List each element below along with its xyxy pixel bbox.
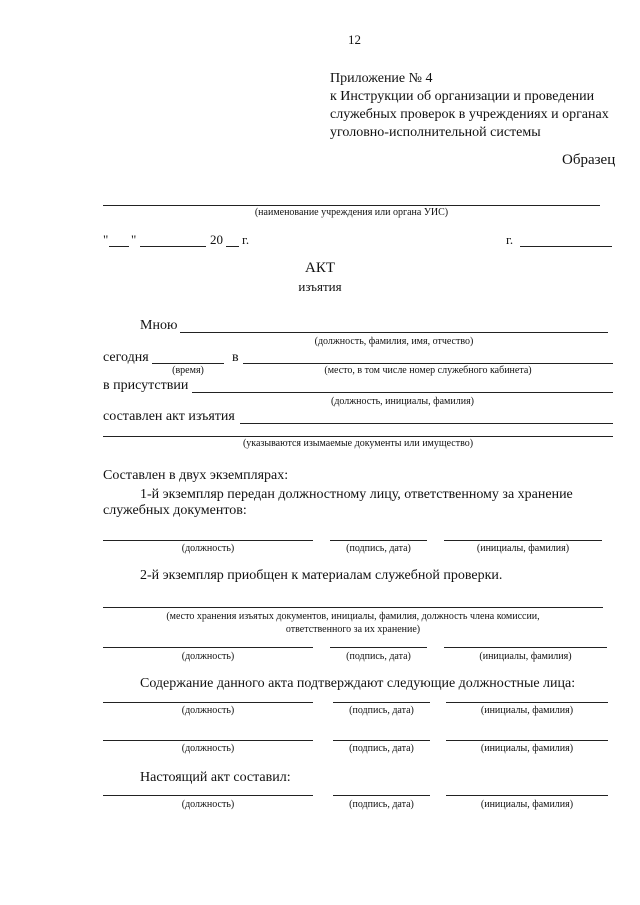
place-line[interactable]: [243, 363, 613, 364]
date-quote-close: ": [131, 232, 137, 247]
today-label: сегодня: [103, 350, 149, 365]
by-me-label: Мною: [140, 318, 178, 333]
sig1-name-line[interactable]: [444, 540, 602, 541]
date-year-suffix: г.: [242, 232, 250, 247]
confirm-text: Содержание данного акта подтверждают следующие должностные лица:: [140, 676, 576, 691]
sig2-position-caption: (должность): [181, 651, 235, 662]
time-line[interactable]: [152, 363, 224, 364]
act-made-label: составлен акт изъятия: [103, 409, 235, 424]
sig5-position-caption: (должность): [181, 799, 235, 810]
presence-caption: (должность, инициалы, фамилия): [330, 396, 475, 407]
sample-label: Образец: [562, 152, 616, 168]
items-caption: (указываются изымаемые документы или имущество): [242, 438, 474, 449]
date-month-line[interactable]: [140, 246, 206, 247]
storage-line[interactable]: [103, 607, 603, 608]
storage-caption-2: ответственного за их хранение): [285, 624, 421, 635]
appendix-line-3: служебных проверок в учреждениях и органах: [330, 107, 609, 122]
sig3-name-caption: (инициалы, фамилия): [480, 705, 574, 716]
act-made-line[interactable]: [240, 423, 613, 424]
place-caption: (место, в том числе номер служебного кабинета): [324, 365, 532, 376]
date-year-prefix: 20: [210, 232, 223, 247]
copy2-text: 2-й экземпляр приобщен к материалам служебной проверки.: [140, 568, 503, 583]
by-me-line[interactable]: [180, 332, 608, 333]
institution-line[interactable]: [103, 205, 600, 206]
sig5-position-line[interactable]: [103, 795, 313, 796]
date-day-line[interactable]: [109, 246, 129, 247]
document-subtitle: изъятия: [298, 279, 342, 294]
copy1-line1: 1-й экземпляр передан должностному лицу, ответственному за хранение: [140, 487, 573, 502]
sig4-signature-caption: (подпись, дата): [349, 743, 414, 754]
sig5-name-line[interactable]: [446, 795, 608, 796]
document-title: АКТ: [305, 260, 335, 276]
sig2-signature-caption: (подпись, дата): [346, 651, 411, 662]
presence-line[interactable]: [192, 392, 613, 393]
today-in-label: в: [232, 350, 239, 365]
by-me-caption: (должность, фамилия, имя, отчество): [314, 336, 474, 347]
date-quote-open: ": [103, 232, 109, 247]
sig1-position-line[interactable]: [103, 540, 313, 541]
sig5-signature-caption: (подпись, дата): [349, 799, 414, 810]
sig5-name-caption: (инициалы, фамилия): [480, 799, 574, 810]
sig2-name-line[interactable]: [444, 647, 607, 648]
sig4-name-line[interactable]: [446, 740, 608, 741]
institution-caption: (наименование учреждения или органа УИС): [254, 207, 449, 218]
sig2-signature-line[interactable]: [330, 647, 427, 648]
sig1-name-caption: (инициалы, фамилия): [476, 543, 570, 554]
sig3-signature-line[interactable]: [333, 702, 430, 703]
storage-caption-1: (место хранения изъятых документов, инициалы, фамилия, должность члена комиссии,: [166, 611, 540, 622]
sig3-signature-caption: (подпись, дата): [349, 705, 414, 716]
sig3-position-line[interactable]: [103, 702, 313, 703]
appendix-title: Приложение № 4: [330, 71, 433, 86]
appendix-line-2: к Инструкции об организации и проведении: [330, 89, 595, 104]
appendix-header: [330, 70, 609, 142]
sig5-signature-line[interactable]: [333, 795, 430, 796]
sig1-signature-caption: (подпись, дата): [346, 543, 411, 554]
city-prefix: г.: [506, 232, 514, 247]
copies-label: Составлен в двух экземплярах:: [103, 468, 289, 483]
items-line[interactable]: [103, 436, 613, 437]
sig3-position-caption: (должность): [181, 705, 235, 716]
sig4-position-line[interactable]: [103, 740, 313, 741]
city-line[interactable]: [520, 246, 612, 247]
compiled-text: Настоящий акт составил:: [140, 770, 291, 785]
sig1-position-caption: (должность): [181, 543, 235, 554]
sig2-name-caption: (инициалы, фамилия): [479, 651, 572, 662]
time-caption: (время): [172, 365, 204, 376]
page-number: 12: [348, 32, 361, 47]
appendix-line-4: уголовно-исполнительной системы: [330, 125, 541, 140]
presence-label: в присутствии: [103, 378, 189, 393]
sig4-signature-line[interactable]: [333, 740, 430, 741]
copy1-line2: служебных документов:: [103, 503, 247, 518]
sig2-position-line[interactable]: [103, 647, 313, 648]
sig4-name-caption: (инициалы, фамилия): [480, 743, 574, 754]
sig3-name-line[interactable]: [446, 702, 608, 703]
sig4-position-caption: (должность): [181, 743, 235, 754]
date-year-line[interactable]: [226, 246, 239, 247]
sig1-signature-line[interactable]: [330, 540, 427, 541]
